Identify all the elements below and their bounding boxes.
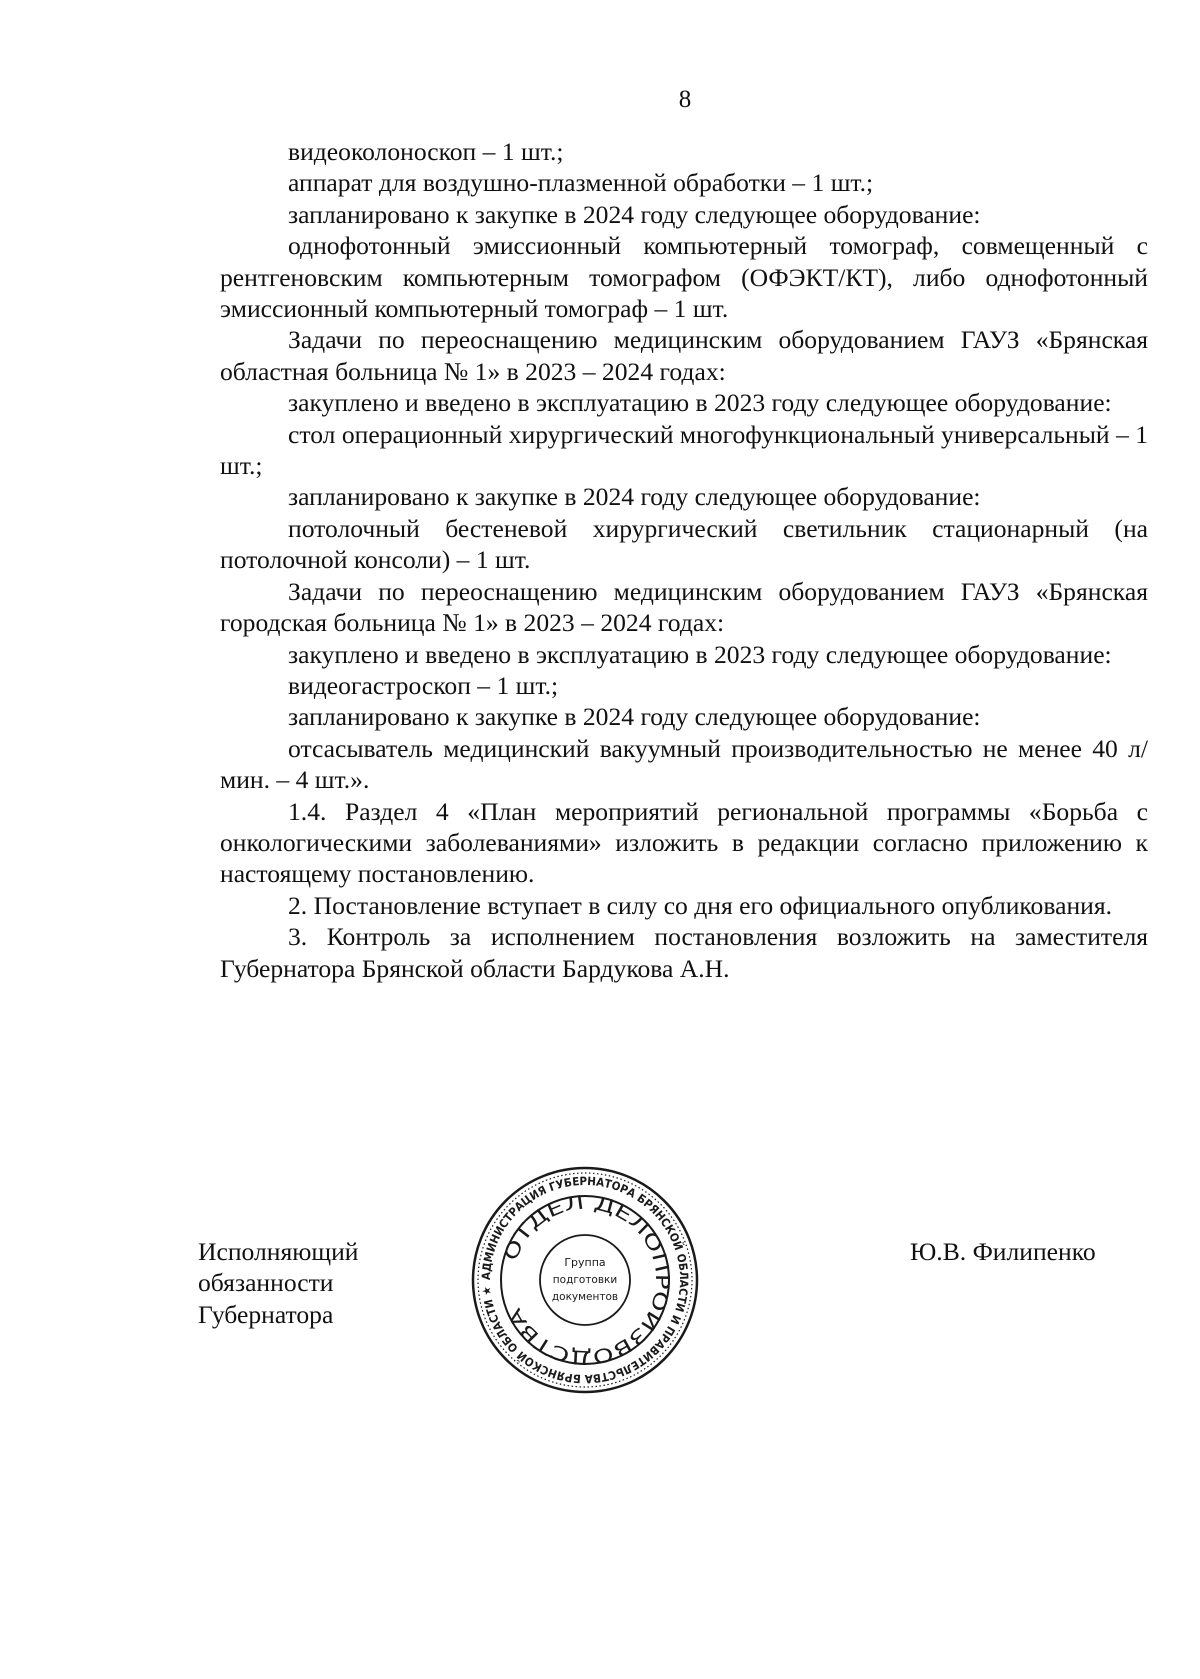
paragraph: Задачи по переоснащению медицинским оборудованием ГАУЗ «Брянская областная больница № 1» в 2023 – 2024 годах: <box>220 325 1148 386</box>
page-number: 8 <box>678 86 692 113</box>
paragraph: потолочный бестеневой хирургический светильник стационарный (на потолочной консоли) – 1 шт. <box>220 513 1148 575</box>
paragraph: закуплено и введено в эксплуатацию в 2023 году следующее оборудование: <box>288 388 1112 418</box>
stamp-center-line2: подготовки <box>552 1274 618 1286</box>
paragraph: запланировано к закупке в 2024 году следующее оборудование: <box>288 702 981 732</box>
paragraph: 2. Постановление вступает в силу со дня его официального опубликования. <box>288 890 1113 920</box>
paragraph: 3. Контроль за исполнением постановления возложить на заместителя Губернатора Брянской области Бардукова А.Н. <box>220 922 1148 983</box>
paragraph: Задачи по переоснащению медицинским оборудованием ГАУЗ «Брянская городская больница № 1» в 2023 – 2024 годах: <box>220 576 1148 638</box>
paragraph: запланировано к закупке в 2024 году следующее оборудование: <box>288 482 981 512</box>
signatory-position-line2: Губернатора <box>198 1299 334 1329</box>
stamp-inner-text: ОТДЕЛ ДЕЛОПРОИЗВОДСТВА <box>499 1191 674 1369</box>
signatory-name: Ю.В. Филипенко <box>910 1237 1096 1266</box>
paragraph: стол операционный хирургический многофункциональный универсальный – 1 шт.; <box>220 419 1149 481</box>
paragraph: аппарат для воздушно-плазменной обработки – 1 шт.; <box>288 168 874 198</box>
paragraph: закуплено и введено в эксплуатацию в 2023 году следующее оборудование: <box>288 639 1112 669</box>
signatory-position-line1: Исполняющий обязанности <box>198 1237 359 1298</box>
signatory-position <box>198 1236 488 1330</box>
paragraph: 1.4. Раздел 4 «План мероприятий региональной программы «Борьба с онкологическими заболеваниями» изложить в редакции согласно приложению к настоящему постановлению. <box>220 796 1148 889</box>
document-body <box>220 136 1148 984</box>
paragraph: запланировано к закупке в 2024 году следующее оборудование: <box>288 199 981 229</box>
stamp-center-line1: Группа <box>564 1256 606 1269</box>
paragraph: видеогастроскоп – 1 шт.; <box>288 670 559 700</box>
paragraph: видеоколоноскоп – 1 шт.; <box>288 137 564 166</box>
stamp-outer-text: АДМИНИСТРАЦИЯ ГУБЕРНАТОРА БРЯНСКОЙ ОБЛАСТИ И ПРАВИТЕЛЬСТВА БРЯНСКОЙ ОБЛАСТИ ★ <box>478 1173 692 1387</box>
paragraph: однофотонный эмиссионный компьютерный томограф, совмещенный с рентгеновским компьютерным томографом (ОФЭКТ/КТ), либо однофотонный эмиссионный компьютерный томограф – 1 шт. <box>220 231 1148 324</box>
stamp-center-line3: документов <box>551 1291 619 1303</box>
official-stamp <box>470 1165 700 1395</box>
paragraph: отсасыватель медицинский вакуумный производительностью не менее 40 л/мин. – 4 шт.». <box>220 733 1148 795</box>
